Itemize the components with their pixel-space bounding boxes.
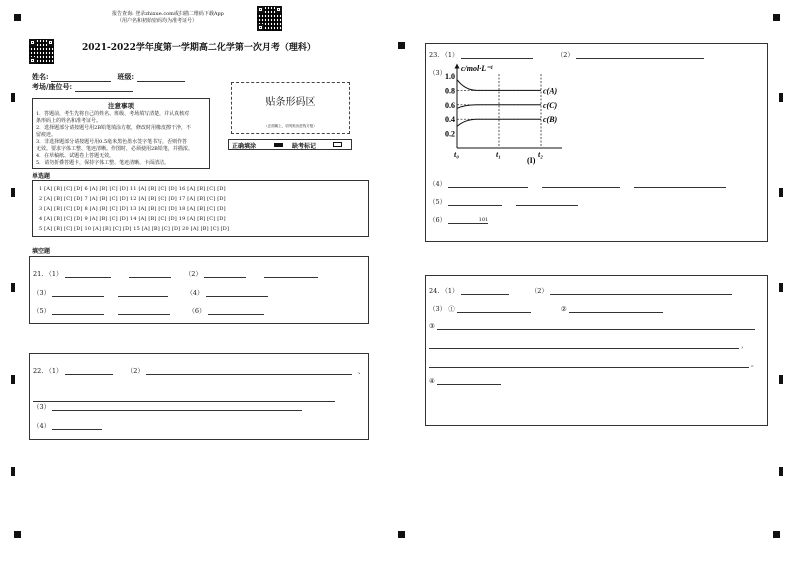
q21-part5-blank-b[interactable]	[118, 314, 170, 315]
q24-part3-4-blank[interactable]	[437, 384, 501, 385]
q24-row1	[429, 286, 732, 295]
q24-part2-blank[interactable]	[550, 294, 732, 295]
barcode-area	[231, 82, 350, 134]
correct-fill-label: 正确填涂	[232, 143, 257, 150]
chart-caption: (I)	[527, 156, 536, 165]
q24-number: 24.	[429, 287, 440, 295]
chart-y-tick-label: 0.6	[445, 100, 455, 110]
choice-answer-box	[32, 180, 369, 237]
timing-mark	[779, 93, 783, 102]
q21-part1-blank-a[interactable]	[65, 277, 111, 278]
q24-part3-3-blank-c[interactable]	[429, 359, 749, 368]
barcode-label: 贴条形码区	[265, 97, 316, 108]
q23-row1	[429, 50, 704, 59]
q24-row5	[429, 359, 758, 368]
chart-y-tick-label: 1.0	[445, 72, 455, 81]
room-row	[32, 82, 133, 92]
q23-part6-blank[interactable]: 101	[448, 217, 488, 224]
q23-part2-blank[interactable]	[576, 58, 704, 59]
q22-number: 22.	[33, 367, 44, 375]
q24-part3-2-blank[interactable]	[569, 312, 663, 313]
notes-title: 注意事项	[108, 102, 134, 110]
chart-x-tick-label: t₂	[538, 150, 544, 159]
q22-row2	[33, 383, 335, 402]
q24-part1-blank[interactable]	[461, 294, 509, 295]
q23-part3-label: （3）	[429, 69, 447, 77]
notes-line: 1．答题前，考生先将自己的姓名、班级、考场填写清楚，并认真核对	[36, 111, 190, 117]
q24-row2	[429, 304, 663, 313]
notes-line: 2．选择题部分请按题号用2B铅笔填涂方框，修改时用橡皮擦干净，不	[36, 125, 192, 131]
q23-part1-blank[interactable]	[461, 58, 533, 59]
q21-part3-blank-a[interactable]	[52, 296, 104, 297]
q22-part1-blank[interactable]	[65, 374, 113, 375]
chart-y-tick-label: 0.2	[445, 129, 455, 139]
name-row	[32, 72, 185, 82]
choice-row[interactable]: 3 [A] [B] [C] [D] 8 [A] [B] [C] [D] 13 [A] [B] [C] [D] 18 [A] [B] [C] [D]	[39, 206, 226, 212]
chart-y-tick-label: 0.4	[445, 115, 455, 125]
timing-mark	[11, 467, 15, 476]
student-qr-code-icon	[29, 39, 54, 64]
q23-part5-label: （5）	[429, 198, 447, 206]
q21-part1-label: （1）	[45, 270, 63, 278]
q21-part1-blank-b[interactable]	[129, 277, 171, 278]
q23-part5-blank-a[interactable]	[448, 205, 502, 206]
q22-part4-label: （4）	[33, 422, 51, 430]
question-21-box	[29, 256, 369, 324]
chart-y-tick-label: 0.8	[445, 86, 455, 96]
q21-part2-label: （2）	[184, 270, 202, 278]
concentration-time-chart	[444, 60, 594, 170]
q23-row6	[429, 215, 488, 224]
registration-mark	[773, 14, 780, 21]
q23-part1-label: （1）	[441, 51, 459, 59]
registration-mark	[773, 531, 780, 538]
choice-row[interactable]: 2 [A] [B] [C] [D] 7 [A] [B] [C] [D] 12 [A] [B] [C] [D] 17 [A] [B] [C] [D]	[39, 196, 226, 202]
notes-line: 3．非选择题部分请按题号用0.5毫米黑色墨水签字笔书写，否则作答	[36, 139, 188, 145]
login-notice: （用户名和初始密码均为准考证号）	[117, 18, 198, 24]
choice-row[interactable]: 1 [A] [B] [C] [D] 6 [A] [B] [C] [D] 11 [A] [B] [C] [D] 16 [A] [B] [C] [D]	[39, 186, 226, 192]
q22-part3-label: （3）	[33, 403, 51, 411]
q24-circle-3: ③	[429, 322, 435, 330]
q23-part2-label: （2）	[556, 51, 574, 59]
class-field[interactable]	[137, 81, 185, 82]
q22-part2-blank-b[interactable]	[33, 393, 335, 402]
timing-mark	[779, 375, 783, 384]
registration-mark	[398, 42, 405, 49]
chart-y-label: c/mol·L⁻¹	[461, 64, 493, 73]
q23-part4-blank-a[interactable]	[448, 187, 528, 188]
q24-part2-label: （2）	[530, 287, 548, 295]
q21-part5-label: （5）	[33, 307, 51, 315]
q24-part3-3-blank-b[interactable]	[429, 340, 739, 349]
q22-part1-label: （1）	[45, 367, 63, 375]
q24-period: 。	[751, 360, 758, 368]
q22-part4-blank[interactable]	[52, 429, 102, 430]
q21-part4-label: （4）	[186, 289, 204, 297]
q22-row1	[33, 366, 365, 375]
q21-part2-blank-b[interactable]	[264, 277, 318, 278]
q23-row5	[429, 197, 578, 206]
q21-part2-blank-a[interactable]	[204, 277, 246, 278]
absent-mark-label: 缺考标记	[292, 143, 317, 150]
notes-line: 4．在草稿纸、试题卷上答题无效。	[36, 153, 115, 159]
q22-part3-blank[interactable]	[52, 410, 302, 411]
q23-part4-label: （4）	[429, 180, 447, 188]
chart-x-tick-label: t₀	[454, 150, 460, 159]
room-seat-field[interactable]	[75, 91, 133, 92]
q23-part4-blank-b[interactable]	[542, 187, 620, 188]
notes-line: 留痕迹。	[36, 132, 57, 138]
choice-row[interactable]: 4 [A] [B] [C] [D] 9 [A] [B] [C] [D] 14 [A] [B] [C] [D] 19 [A] [B] [C] [D]	[39, 216, 226, 222]
registration-mark	[398, 531, 405, 538]
q21-part4-blank[interactable]	[206, 296, 268, 297]
q23-row4	[429, 179, 726, 188]
chart-series-label: c(B)	[543, 115, 558, 125]
q24-circle-4: ④	[429, 377, 435, 385]
q24-part1-label: （1）	[441, 287, 459, 295]
q21-part6-label: （6）	[188, 307, 206, 315]
barcode-note: （正面朝上，切勿贴出虚线方框）	[264, 124, 317, 128]
timing-mark	[779, 188, 783, 197]
question-22-box	[29, 353, 369, 440]
timing-mark	[779, 283, 783, 292]
q22-separator: 、	[358, 367, 365, 375]
fill-section-title: 填空题	[32, 248, 51, 255]
notes-line: 无效。要求字体工整、笔迹清晰。作图时，必须使用2B铅笔，并描浓。	[36, 146, 193, 152]
q24-part3-label: （3）	[429, 305, 447, 313]
q24-circle-1: ①	[448, 305, 455, 313]
chart-series-label: c(C)	[543, 100, 558, 110]
timing-mark	[11, 283, 15, 292]
q22-row4	[33, 421, 102, 430]
absent-mark-checkbox[interactable]	[333, 142, 342, 147]
registration-mark	[14, 14, 21, 21]
timing-mark	[11, 375, 15, 384]
timing-mark	[11, 93, 15, 102]
q23-part6-label: （6）	[429, 216, 447, 224]
q24-part3-3-blank-a[interactable]	[437, 329, 755, 330]
notes-list	[36, 111, 206, 167]
exam-title: 2021-2022学年度第一学期高二化学第一次月考（理科）	[82, 43, 316, 53]
report-query-notice: 报告查询: 登录zhixue.com或扫描二维码下载App	[112, 11, 224, 17]
q21-row3	[33, 306, 264, 315]
q23-number: 23.	[429, 51, 440, 59]
app-qr-code-icon	[257, 6, 282, 31]
q24-row4	[429, 340, 748, 349]
timing-mark	[11, 188, 15, 197]
q22-part2-blank-a[interactable]	[146, 374, 352, 375]
notes-box	[32, 98, 210, 169]
correct-fill-sample	[274, 143, 283, 147]
timing-mark	[779, 467, 783, 476]
q24-circle-2: ②	[560, 305, 567, 313]
q21-part5-blank-a[interactable]	[52, 314, 104, 315]
choice-section-title: 单选题	[32, 173, 51, 180]
q21-number: 21.	[33, 270, 44, 278]
chart-x-tick-label: t₁	[496, 150, 502, 159]
q24-comma: ，	[741, 341, 748, 349]
chart-series-label: c(A)	[543, 86, 558, 96]
q21-part3-blank-b[interactable]	[118, 296, 168, 297]
registration-mark	[14, 531, 21, 538]
q24-part3-1-blank[interactable]	[457, 312, 531, 313]
question-24-box	[425, 275, 768, 426]
name-label: 姓名:	[32, 72, 49, 81]
q24-row6	[429, 377, 501, 385]
room-seat-label: 考场/座位号:	[32, 82, 73, 91]
question-23-box	[425, 43, 768, 242]
q23-part5-blank-b[interactable]	[516, 205, 578, 206]
notes-line: 5．请勿折叠答题卡，保持字体工整、笔迹清晰、卡面清洁。	[36, 160, 170, 166]
q21-part3-label: （3）	[33, 289, 51, 297]
q22-part2-label: （2）	[126, 367, 144, 375]
notes-line: 条形码上的姓名和准考证号。	[36, 118, 102, 124]
q24-row3	[429, 322, 755, 330]
fill-example-box	[228, 139, 352, 150]
q21-part6-blank[interactable]	[208, 314, 264, 315]
class-label: 班级:	[117, 72, 135, 81]
q23-part4-blank-c[interactable]	[634, 187, 726, 188]
q22-row3	[33, 402, 302, 411]
choice-row[interactable]: 5 [A] [B] [C] [D] 10 [A] [B] [C] [D] 15 [A] [B] [C] [D] 20 [A] [B] [C] [D]	[39, 226, 230, 232]
q21-row1	[33, 269, 318, 278]
q21-row2	[33, 288, 268, 297]
